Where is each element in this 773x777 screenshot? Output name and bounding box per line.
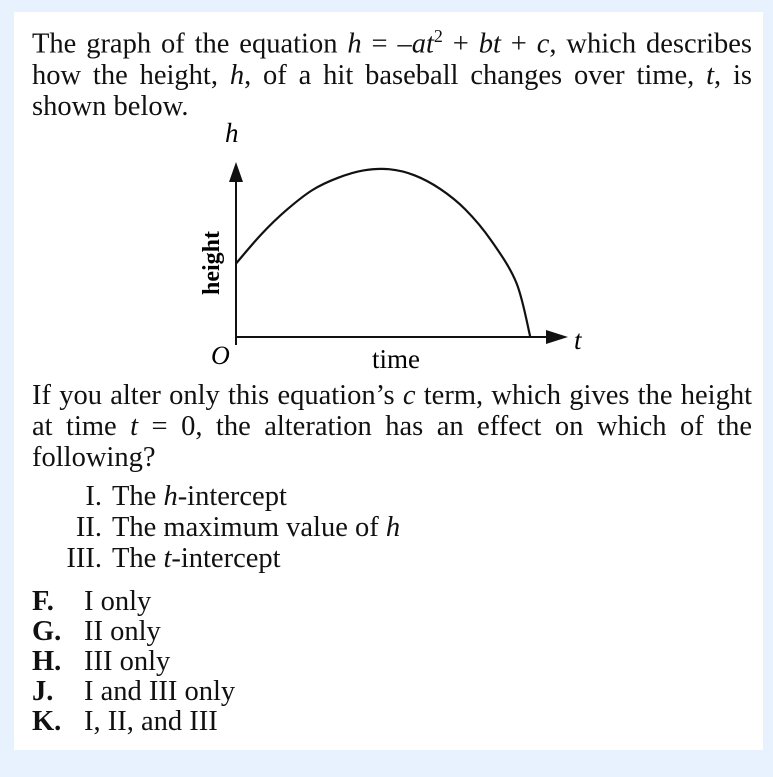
choice-letter: G. bbox=[32, 616, 62, 647]
x-axis-variable: t bbox=[574, 325, 582, 355]
choice-text: I only bbox=[84, 586, 152, 617]
question-text-2: term, which gives the height at time bbox=[32, 380, 752, 442]
question-text-3: = 0, the alteration has an effect on which of the following? bbox=[32, 411, 752, 473]
equation-bt: bt bbox=[478, 28, 501, 60]
choice-f[interactable] bbox=[32, 587, 151, 617]
intro-text-4: , is shown below. bbox=[32, 59, 753, 122]
statement-text-end: -intercept bbox=[171, 543, 281, 574]
statement-2 bbox=[54, 512, 400, 543]
statement-text: The bbox=[112, 543, 164, 574]
choice-j[interactable] bbox=[32, 677, 235, 707]
statement-1 bbox=[54, 481, 287, 512]
choice-g[interactable] bbox=[32, 617, 161, 647]
y-axis-label: height bbox=[199, 230, 225, 295]
choice-k[interactable] bbox=[32, 707, 218, 737]
choice-h[interactable] bbox=[32, 647, 170, 677]
statement-text: The maximum value of bbox=[112, 512, 386, 543]
statement-variable: h bbox=[163, 481, 178, 512]
y-axis-variable: h bbox=[225, 118, 239, 148]
statement-3 bbox=[54, 543, 281, 574]
choice-letter: F. bbox=[32, 586, 54, 617]
choice-text: I, II, and III bbox=[84, 706, 218, 737]
choice-letter: H. bbox=[32, 646, 62, 677]
choice-letter: K. bbox=[32, 706, 62, 737]
intro-text-2: , which describes how the height, bbox=[32, 28, 753, 91]
statement-number: I. bbox=[85, 481, 102, 512]
equation-h: h bbox=[347, 28, 362, 60]
statement-variable: h bbox=[385, 512, 401, 543]
equation-at: at bbox=[411, 28, 434, 60]
equation-exponent: 2 bbox=[433, 26, 443, 46]
choice-text: II only bbox=[84, 616, 161, 647]
origin-label: O bbox=[211, 341, 230, 370]
choice-letter: J. bbox=[32, 676, 54, 707]
question-var-t: t bbox=[130, 411, 139, 442]
question-paragraph bbox=[32, 380, 752, 473]
intro-text-3: , of a hit baseball changes over time, bbox=[244, 59, 707, 91]
parabola-curve bbox=[236, 169, 530, 337]
x-axis-arrow bbox=[546, 330, 568, 344]
statement-variable: t bbox=[163, 543, 172, 574]
statement-number: III. bbox=[66, 543, 102, 574]
statement-text: The bbox=[112, 481, 164, 512]
intro-var-h: h bbox=[229, 59, 245, 91]
x-axis-label: time bbox=[372, 344, 420, 374]
statement-number: II. bbox=[75, 512, 102, 543]
question-card bbox=[14, 12, 763, 750]
y-axis-arrow bbox=[229, 162, 243, 182]
choice-text: I and III only bbox=[84, 676, 236, 707]
intro-var-t: t bbox=[706, 59, 715, 91]
question-var-c: c bbox=[402, 380, 416, 411]
equation-plus-1: + bbox=[442, 28, 479, 60]
statement-text-end: -intercept bbox=[177, 481, 287, 512]
choice-text: III only bbox=[84, 646, 171, 677]
intro-text-1: The graph of the equation bbox=[32, 28, 348, 60]
equation-equals: = – bbox=[361, 28, 412, 60]
equation-plus-2: + bbox=[500, 28, 537, 60]
equation-c: c bbox=[536, 28, 550, 60]
question-text-1: If you alter only this equation’s bbox=[32, 380, 403, 411]
height-time-graph bbox=[14, 12, 763, 382]
